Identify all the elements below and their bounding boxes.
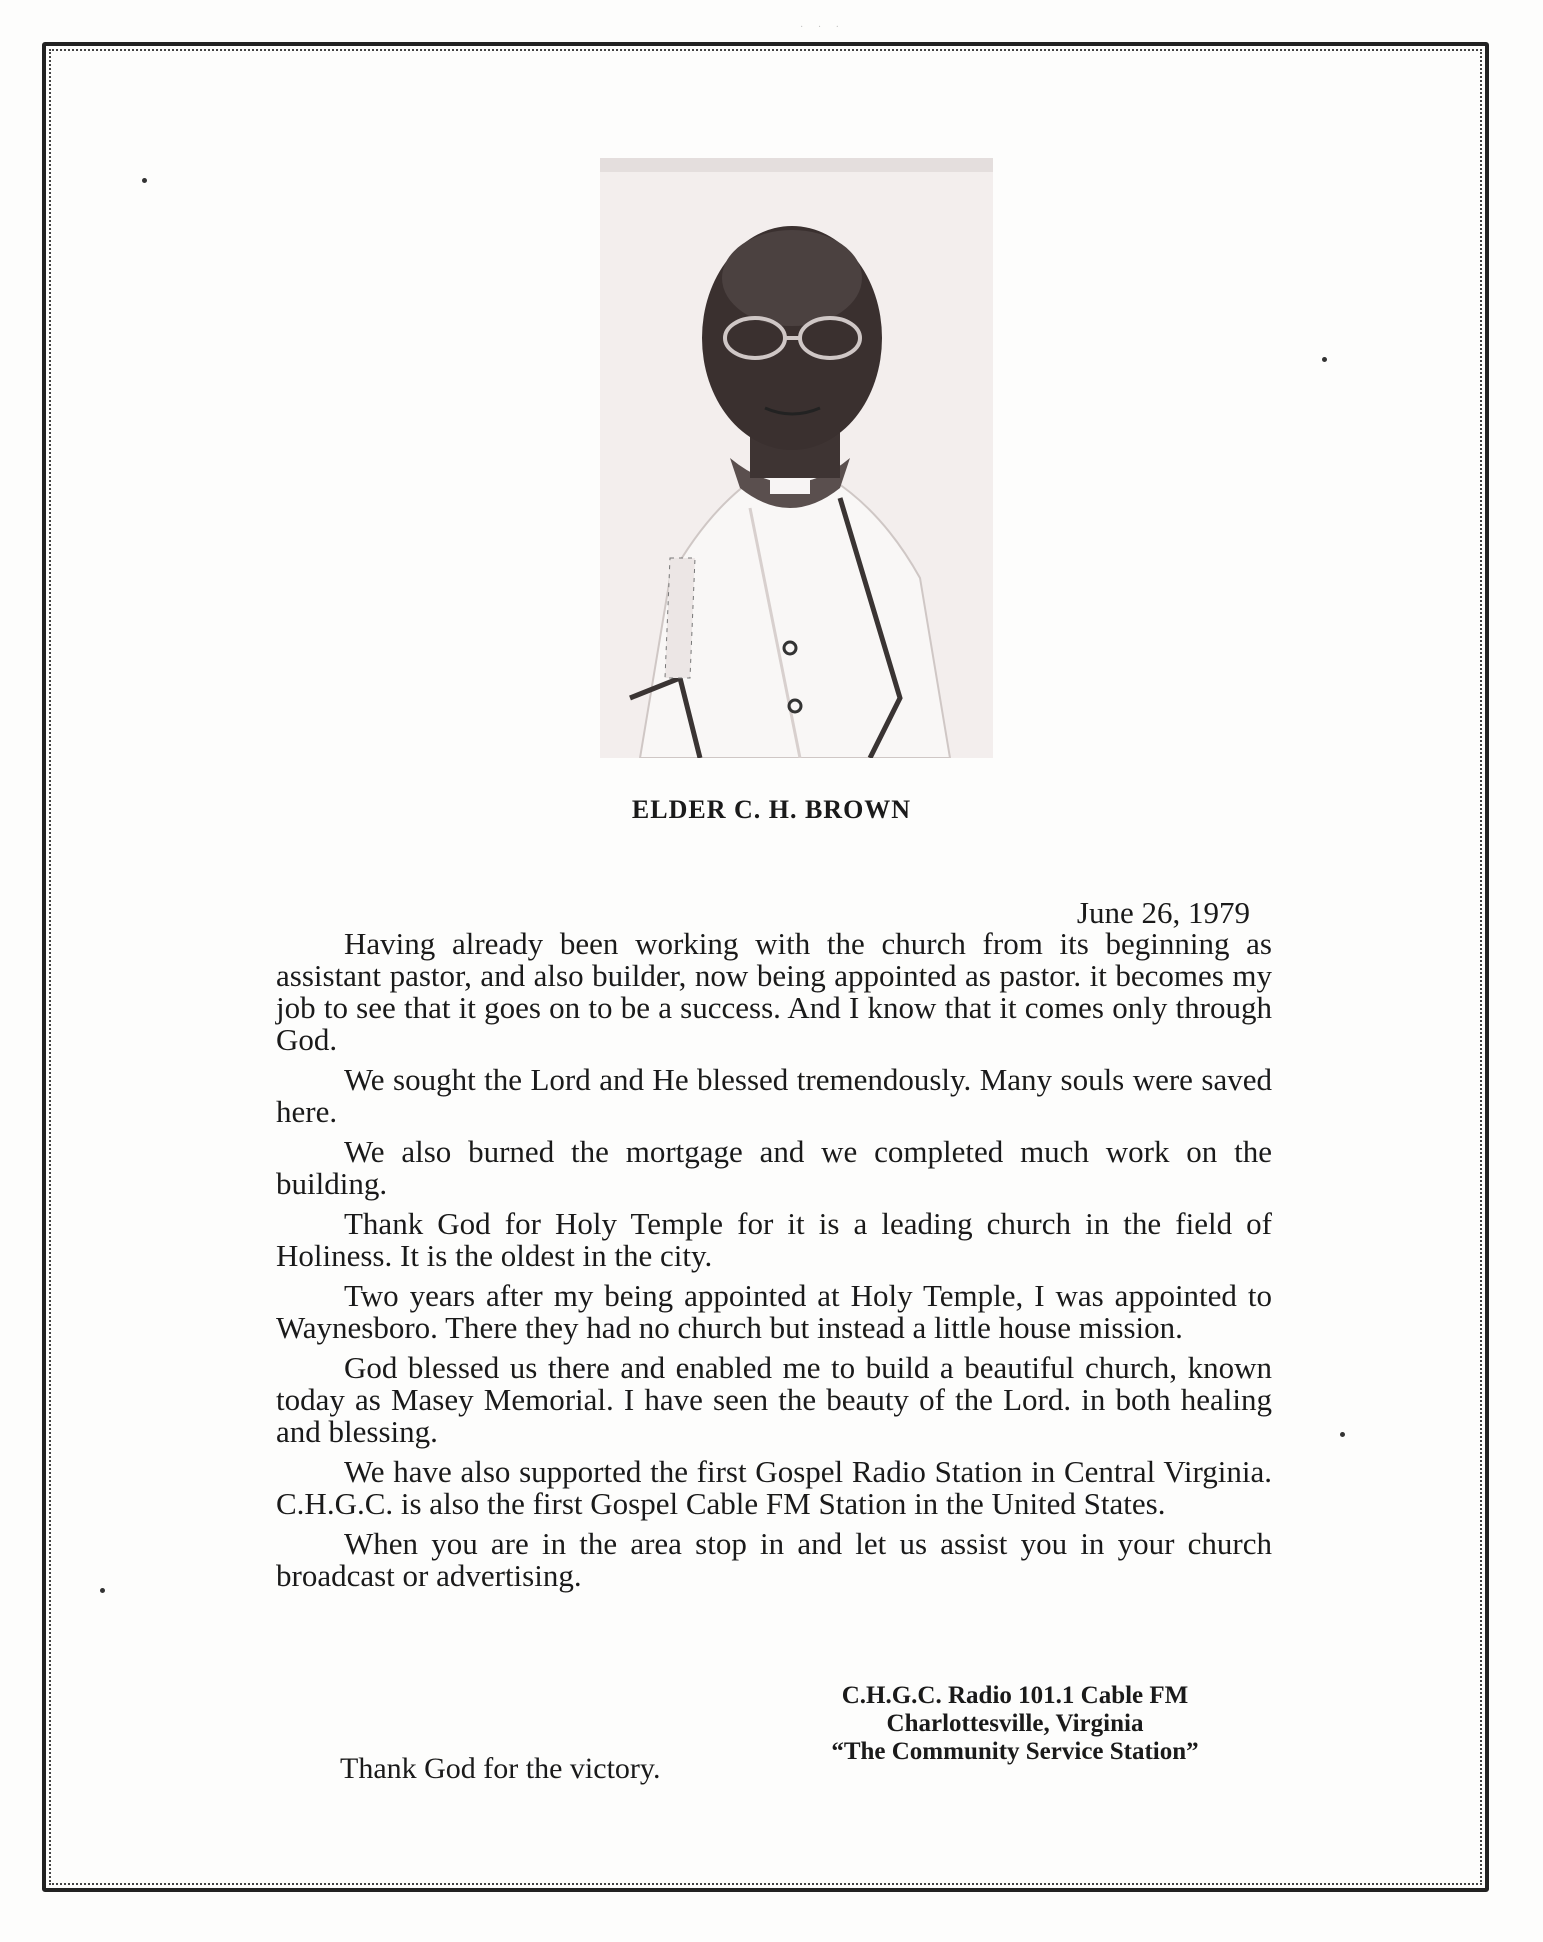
scan-speck xyxy=(142,178,147,183)
paragraph: Thank God for Holy Temple for it is a leading church in the field of Holiness. It is the oldest in the city. xyxy=(276,1206,1272,1273)
scan-speck xyxy=(1322,357,1327,362)
paragraph: Two years after my being appointed at Holy Temple, I was appointed to Waynesboro. There they had no church but instead a little house mission. xyxy=(276,1278,1272,1345)
portrait-illustration xyxy=(600,158,993,758)
station-slogan: “The Community Service Station” xyxy=(831,1738,1199,1765)
station-signature xyxy=(800,1682,1230,1766)
scan-speck xyxy=(100,1588,105,1593)
paragraph: When you are in the area stop in and let us assist you in your church broadcast or advertising. xyxy=(276,1526,1272,1593)
paragraph: We also burned the mortgage and we completed much work on the building. xyxy=(276,1134,1272,1201)
paragraph: We have also supported the first Gospel Radio Station in Central Virginia. C.H.G.C. is also the first Gospel Cable FM Station in the United States. xyxy=(276,1454,1272,1521)
letter-date: June 26, 1979 xyxy=(1076,895,1250,930)
portrait-photo xyxy=(600,158,993,758)
paragraph: We sought the Lord and He blessed tremendously. Many souls were saved here. xyxy=(276,1062,1272,1129)
paragraph: Having already been working with the church from its beginning as assistant pastor, and also builder, now being appointed as pastor. it becomes my job to see that it goes on to be a success. And I know that it comes only through God. xyxy=(276,926,1272,1057)
station-location: Charlottesville, Virginia xyxy=(886,1710,1144,1737)
paragraph: God blessed us there and enabled me to build a beautiful church, known today as Masey Memorial. I have seen the beauty of the Lord. in both healing and blessing. xyxy=(276,1350,1272,1449)
scan-speck xyxy=(1340,1432,1345,1437)
station-name: C.H.G.C. Radio 101.1 Cable FM xyxy=(841,1682,1189,1709)
closing-line: Thank God for the victory. xyxy=(340,1752,661,1785)
scan-smudge: · · · xyxy=(800,22,845,33)
photo-caption: ELDER C. H. BROWN xyxy=(631,795,912,824)
letter-body xyxy=(276,928,1272,1600)
